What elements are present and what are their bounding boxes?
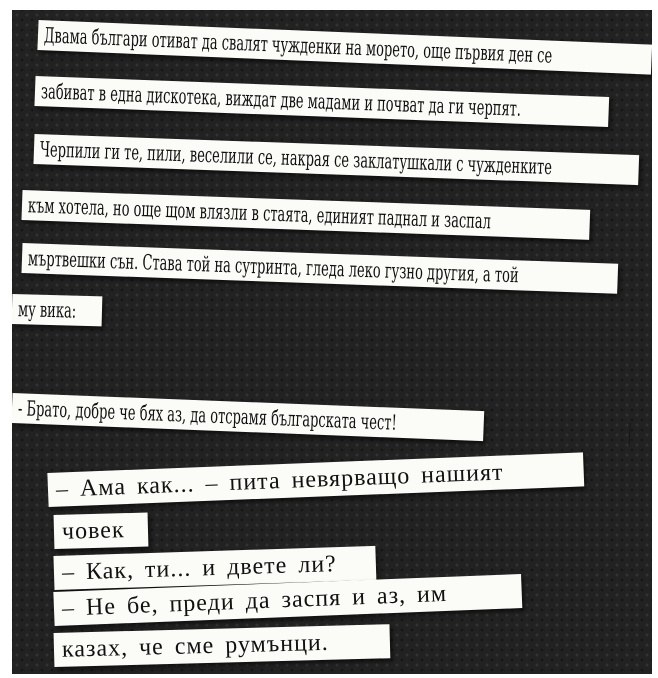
story-line-6: му вика: [12, 294, 102, 326]
story-line-5: мъртвешки сън. Става той на сутринта, гледа леко гузно другия, а той [21, 243, 618, 294]
dialogue-line-5: казах, че сме румънци. [54, 624, 391, 667]
dialogue-line-2: човек [54, 513, 149, 549]
dialogue-line-3: – Как, ти... и двете ли? [53, 546, 376, 590]
story-line-4: към хотела, но още щом влязли в стаята, единият паднал и заспал [21, 190, 590, 240]
text-cursor-icon [629, 422, 630, 444]
story-line-2: забиват в една дискотека, виждат две мадами и почват да ги черпят. [34, 76, 609, 127]
quote-line: - Брато, добре че бях аз, да отсрамя българската чест! [12, 393, 484, 441]
story-line-3: Черпили ги те, пили, веселили се, накрая се заклатушкали с чужденките [33, 134, 639, 185]
dialogue-line-4: – Не бе, преди да заспя и аз, им [53, 574, 522, 626]
dialogue-line-1: – Ама как... – пита невярващо нашият [47, 452, 584, 507]
story-line-1: Двама българи отиват да свалят чужденки на морето, още първия ден се [37, 20, 652, 75]
note-board [12, 10, 652, 674]
